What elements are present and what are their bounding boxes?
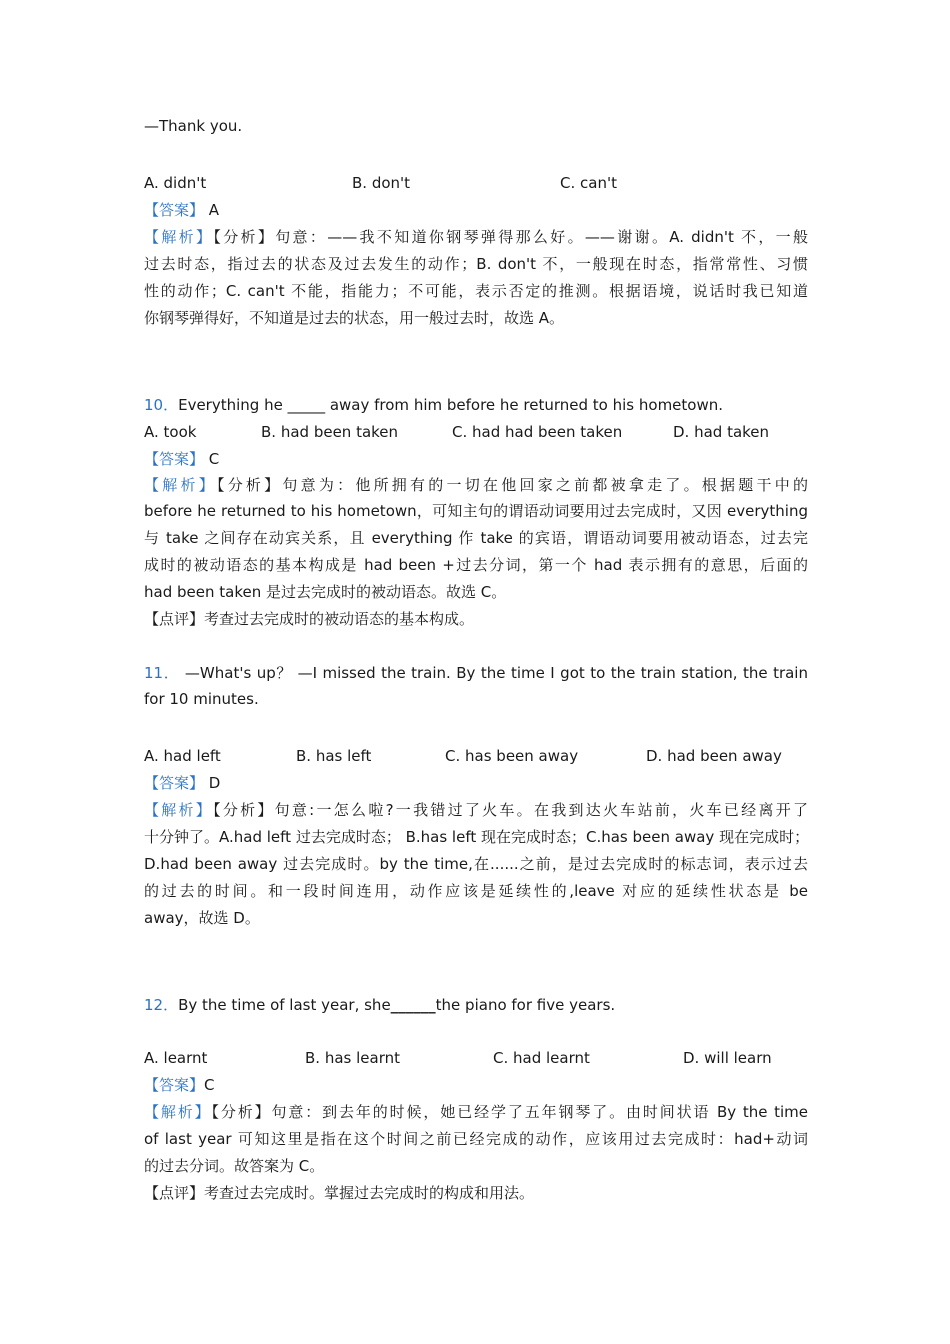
option-c: C. had learnt — [493, 1049, 590, 1067]
explain-tag: 【解析】 — [144, 801, 214, 819]
question-stem — [144, 992, 808, 1018]
option-b: B. has left — [296, 747, 372, 765]
option-d: D. will learn — [683, 1049, 772, 1067]
explain-line: 性的动作；C. can't 不能，指能力；不可能，表示否定的推测。根据语境，说话时我已知道 — [144, 282, 808, 300]
option-d: D. had taken — [673, 423, 770, 441]
explain-text: 【分析】句意:一怎么啦?一我错过了火车。在我到达火车站前，火车已经离开了 — [213, 801, 808, 819]
explain-line: 的过去分词。故答案为 C。 — [144, 1157, 325, 1175]
option-a: A. had left — [144, 747, 221, 765]
explain-line: of last year 可知这里是指在这个时间之前已经完成的动作，应该用过去完成时：had+动词 — [144, 1130, 808, 1148]
answer-value: D — [208, 774, 221, 792]
answer-tag: 【答案】 — [144, 1076, 205, 1094]
explain-line — [144, 472, 808, 498]
answer-line — [144, 770, 808, 796]
question-number: 12． — [144, 996, 179, 1014]
explain-text: 【分析】句意：到去年的时候，她已经学了五年钢琴了。由时间状语 By the time — [211, 1103, 808, 1121]
answer-line — [144, 1072, 808, 1098]
explain-line: 你钢琴弹得好，不知道是过去的状态，用一般过去时，故选 A。 — [144, 309, 565, 327]
explain-line: before he returned to his hometown，可知主句的谓语动词要用过去完成时，又因 everything — [144, 502, 808, 520]
explain-line: 与 take 之间存在动宾关系，且 everything 作 take 的宾语，谓语动词要用被动语态，过去完 — [144, 529, 808, 547]
question-number: 11． — [144, 664, 180, 682]
option-a: A. didn't — [144, 174, 207, 192]
document-page — [144, 0, 808, 1344]
explain-text: 【分析】句意：——我不知道你钢琴弹得那么好。——谢谢。A. didn't 不，一般 — [213, 228, 808, 246]
option-c: C. has been away — [445, 747, 579, 765]
option-a: A. took — [144, 423, 197, 441]
explain-line: 的过去的时间。和一段时间连用，动作应该是延续性的,leave 对应的延续性状态是 be — [144, 882, 808, 900]
explain-text: 【分析】句意为：他所拥有的一切在他回家之前都被拿走了。根据题干中的 — [216, 476, 808, 494]
question-text-end: the piano for five years. — [435, 996, 616, 1014]
answer-value: C — [208, 450, 220, 468]
explain-line: 成时的被动语态的基本构成是 had been +过去分词，第一个 had 表示拥有的意思，后面的 — [144, 556, 808, 574]
option-b: B. had been taken — [261, 423, 399, 441]
explain-line: D.had been away 过去完成时。by the time,在......之前，是过去完成时的标志词，表示过去 — [144, 855, 808, 873]
explain-line: 十分钟了。A.had left 过去完成时态； B.has left 现在完成时态；C.has been away 现在完成时； — [144, 828, 810, 846]
explain-tag: 【解析】 — [144, 476, 217, 494]
answer-line — [144, 446, 808, 472]
question-number: 10． — [144, 396, 179, 414]
answer-blank: ______ — [390, 996, 436, 1014]
answer-tag: 【答案】 — [144, 774, 205, 792]
option-d: D. had been away — [646, 747, 782, 765]
option-b: B. has learnt — [305, 1049, 400, 1067]
explain-line — [144, 224, 808, 250]
explain-line: had been taken 是过去完成时的被动语态。故选 C。 — [144, 583, 507, 601]
explain-line — [144, 797, 808, 823]
answer-line — [144, 197, 808, 223]
dialog-reply: —Thank you. — [144, 117, 243, 135]
option-c: C. can't — [560, 174, 617, 192]
explain-line: away，故选 D。 — [144, 909, 260, 927]
question-text: —What's up？ —I missed the train. By the time I got to the train station, the train — [184, 664, 808, 682]
question-text: By the time of last year, she — [178, 996, 391, 1014]
question-stem — [144, 392, 808, 418]
answer-tag: 【答案】 — [144, 450, 205, 468]
option-b: B. don't — [352, 174, 411, 192]
answer-value: A — [208, 201, 220, 219]
explain-tag: 【解析】 — [144, 228, 214, 246]
question-text: Everything he _____ away from him before he returned to his hometown. — [178, 396, 724, 414]
question-stem-cont: for 10 minutes. — [144, 690, 259, 708]
option-c: C. had had been taken — [452, 423, 623, 441]
answer-value: C — [204, 1076, 215, 1094]
explain-line: 过去时态，指过去的状态及过去发生的动作；B. don't 不，一般现在时态，指常常性、习惯 — [144, 255, 808, 273]
comment-line: 【点评】考查过去完成时。掌握过去完成时的构成和用法。 — [144, 1184, 535, 1202]
option-a: A. learnt — [144, 1049, 208, 1067]
answer-tag: 【答案】 — [144, 201, 205, 219]
comment-line: 【点评】考查过去完成时的被动语态的基本构成。 — [144, 610, 475, 628]
explain-line — [144, 1099, 808, 1125]
question-stem — [144, 660, 808, 686]
explain-tag: 【解析】 — [144, 1103, 212, 1121]
